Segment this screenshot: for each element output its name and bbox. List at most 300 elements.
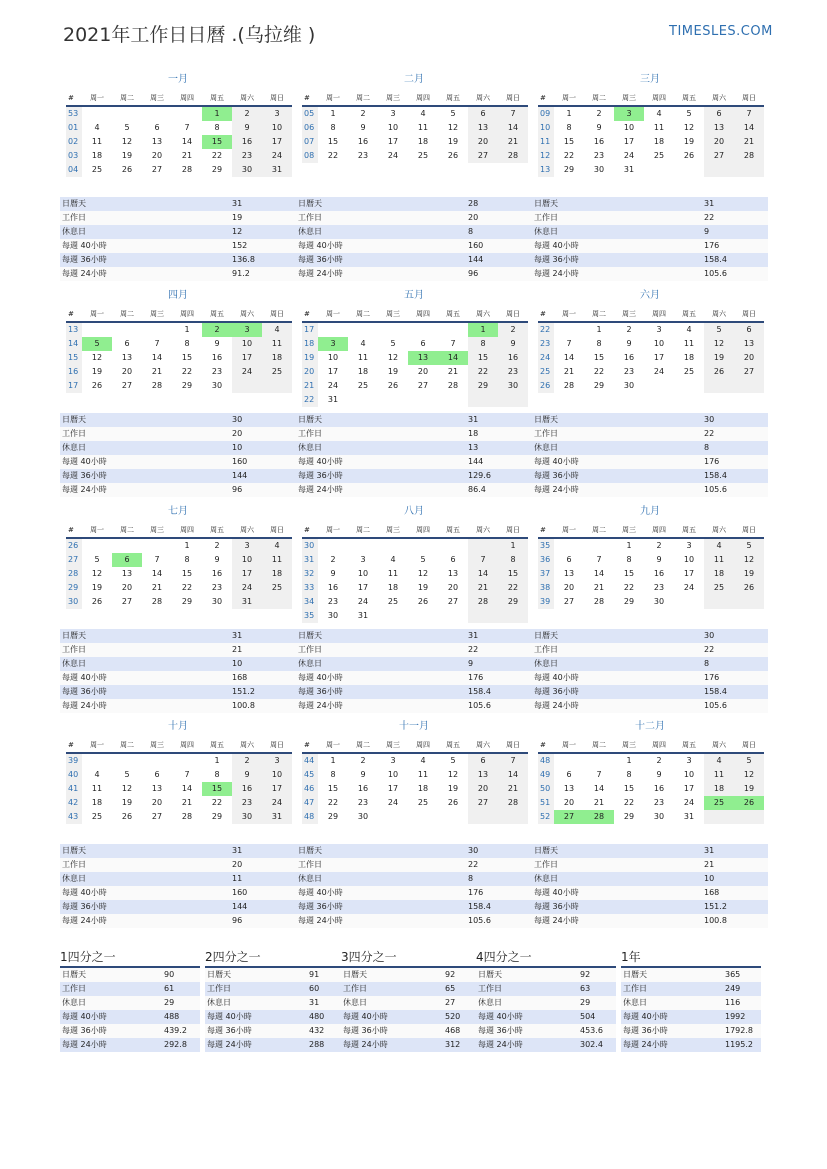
stat-value: 365 [725,970,741,979]
stat-row [60,671,296,685]
month-stats [532,629,768,713]
day-cell: 2 [232,754,262,768]
empty-cell [262,379,292,393]
empty-cell [348,539,378,553]
stat-row [341,1038,481,1052]
day-cell: 15 [593,353,605,362]
day-cell: 30 [211,381,223,390]
day-cell: 17 [232,567,262,581]
day-cell: 1 [184,541,190,550]
day-cell: 4 [420,109,426,118]
stat-row [296,427,532,441]
stat-value: 312 [445,1040,461,1049]
weekday-header: # [302,307,318,323]
day-cell: 25 [357,381,369,390]
weekday-header: 周日 [734,307,764,323]
day-cell: 7 [184,770,190,779]
day-cell: 25 [262,581,292,595]
day-cell: 6 [154,770,160,779]
stat-row [532,469,768,483]
day-cell: 9 [360,123,366,132]
day-cell: 24 [387,151,399,160]
empty-cell [378,323,408,337]
day-cell: 8 [184,339,190,348]
day-cell: 27 [554,810,584,824]
stat-value: 10 [232,443,243,452]
weekday-header: 周一 [318,738,348,754]
day-cell: 11 [91,137,103,146]
stat-value: 168 [232,673,248,682]
day-cell: 31 [357,611,369,620]
empty-cell [468,539,498,553]
stat-value: 92 [445,970,456,979]
stat-value: 168 [704,888,720,897]
stat-label: 日曆天 [623,970,647,979]
day-cell: 22 [181,583,193,592]
day-cell: 27 [563,597,575,606]
day-cell: 20 [151,151,163,160]
stat-label: 休息日 [62,659,86,668]
stat-row [621,968,761,982]
stat-label: 日曆天 [298,631,322,640]
stat-label: 每週 36小時 [298,687,343,696]
stat-row [296,413,532,427]
stat-value: 31 [309,998,320,1007]
week-number: 23 [538,337,554,351]
weekday-header: 周一 [318,523,348,539]
weekday-header: 周六 [704,738,734,754]
stat-row [296,643,532,657]
stat-label: 日曆天 [298,415,322,424]
day-cell: 19 [683,137,695,146]
stat-row [341,968,481,982]
month-grid [538,91,762,177]
stat-value: 63 [580,984,591,993]
stat-row [621,1038,761,1052]
day-cell: 6 [468,754,498,768]
day-cell: 2 [202,323,232,337]
day-cell: 8 [214,123,220,132]
week-number: 14 [66,337,82,351]
weekday-header: 周六 [232,307,262,323]
empty-cell [112,107,142,121]
stat-value: 288 [309,1040,325,1049]
day-cell: 8 [498,553,528,567]
stat-row [476,996,616,1010]
day-cell: 24 [387,798,399,807]
week-number: 29 [66,581,82,595]
weekday-header: 周二 [584,523,614,539]
day-cell: 13 [447,569,459,578]
day-cell: 10 [683,770,695,779]
stat-label: 工作日 [534,645,558,654]
empty-cell [408,609,438,623]
day-cell: 17 [387,137,399,146]
day-cell: 22 [623,583,635,592]
day-cell: 8 [184,555,190,564]
empty-cell [674,163,704,177]
weekday-header: 周日 [262,523,292,539]
weekday-header: 周三 [142,91,172,107]
stat-row [60,427,296,441]
stat-value: 96 [232,916,243,925]
day-cell: 2 [656,756,662,765]
stat-label: 日曆天 [534,199,558,208]
week-number: 38 [538,581,554,595]
weekday-header: 周二 [112,307,142,323]
month-calendar [302,73,526,163]
month-grid [66,523,290,609]
site-link[interactable]: TIMESLES.COM [669,24,773,39]
weekday-header: 周六 [468,91,498,107]
stat-row [532,858,768,872]
stat-label: 休息日 [298,443,322,452]
month-calendar [538,720,762,824]
month-calendar [302,720,526,824]
stat-row [476,968,616,982]
weekday-header: 周三 [378,307,408,323]
day-cell: 4 [390,555,396,564]
day-cell: 2 [330,555,336,564]
stat-label: 休息日 [62,998,86,1007]
stat-label: 每週 36小時 [62,902,107,911]
empty-cell [408,539,438,553]
weekday-header: 周四 [644,738,674,754]
stat-value: 30 [704,415,715,424]
day-cell: 10 [327,353,339,362]
day-cell: 30 [593,165,605,174]
stat-row [341,1024,481,1038]
month-name: 一月 [168,74,188,85]
day-cell: 23 [623,367,635,376]
weekday-header: 周日 [262,738,292,754]
stat-row [296,239,532,253]
day-cell: 6 [566,770,572,779]
day-cell: 15 [327,137,339,146]
stat-value: 22 [704,645,715,654]
stat-label: 每週 36小時 [534,687,579,696]
weekday-header: 周五 [202,738,232,754]
stat-label: 日曆天 [298,846,322,855]
day-cell: 19 [704,351,734,365]
stat-value: 92 [580,970,591,979]
stat-row [60,483,296,497]
weekday-header: 周五 [438,523,468,539]
day-cell: 11 [262,337,292,351]
stat-label: 每週 40小時 [298,888,343,897]
day-cell: 1 [596,325,602,334]
stat-row [532,441,768,455]
week-number: 26 [538,379,554,393]
stat-label: 每週 24小時 [534,269,579,278]
empty-cell [82,754,112,768]
day-cell: 11 [417,770,429,779]
stat-value: 1992 [725,1012,746,1021]
stat-label: 每週 36小時 [207,1026,252,1035]
stat-row [60,643,296,657]
empty-cell [438,609,468,623]
day-cell: 11 [387,569,399,578]
day-cell: 6 [468,107,498,121]
weekday-header: 周二 [348,738,378,754]
day-cell: 17 [262,135,292,149]
day-cell: 14 [468,567,498,581]
month-name: 八月 [404,506,424,517]
week-number: 01 [66,121,82,135]
stat-value: 9 [468,659,474,668]
stat-value: 468 [445,1026,461,1035]
stat-label: 每週 24小時 [62,916,107,925]
weekday-header: 周一 [82,738,112,754]
day-cell: 9 [626,339,632,348]
empty-cell [734,379,764,393]
day-cell: 3 [614,107,644,121]
stat-value: 176 [704,241,720,250]
day-cell: 23 [232,796,262,810]
stat-row [296,441,532,455]
day-cell: 7 [498,754,528,768]
day-cell: 19 [734,567,764,581]
stat-row [60,982,200,996]
stat-label: 每週 24小時 [298,916,343,925]
stat-row [296,886,532,900]
weekday-header: 周六 [232,523,262,539]
day-cell: 20 [563,583,575,592]
month-grid [538,307,762,393]
day-cell: 12 [734,768,764,782]
empty-cell [734,163,764,177]
day-cell: 17 [653,353,665,362]
weekday-header: 周日 [262,91,292,107]
day-cell: 20 [563,798,575,807]
day-cell: 23 [653,798,665,807]
day-cell: 1 [626,756,632,765]
stat-value: 158.4 [704,255,727,264]
week-number: 04 [66,163,82,177]
day-cell: 10 [262,121,292,135]
stat-label: 每週 36小時 [478,1026,523,1035]
stat-label: 休息日 [478,998,502,1007]
day-cell: 17 [232,351,262,365]
week-number: 45 [302,768,318,782]
period-summary [476,948,616,1052]
week-number: 05 [302,107,318,121]
day-cell: 21 [181,798,193,807]
week-number: 35 [538,539,554,553]
stat-row [296,657,532,671]
day-cell: 26 [734,796,764,810]
day-cell: 24 [262,149,292,163]
day-cell: 24 [357,597,369,606]
empty-cell [232,379,262,393]
empty-cell [584,754,614,768]
day-cell: 4 [360,339,366,348]
weekday-header: 周五 [674,523,704,539]
stat-value: 8 [468,227,474,236]
weekday-header: 周一 [82,91,112,107]
empty-cell [142,107,172,121]
day-cell: 27 [121,597,133,606]
empty-cell [554,754,584,768]
stat-row [532,914,768,928]
weekday-header: 周日 [734,523,764,539]
day-cell: 28 [468,595,498,609]
week-number: 50 [538,782,554,796]
stat-value: 29 [164,998,175,1007]
day-cell: 22 [623,798,635,807]
weekday-header: 周五 [438,738,468,754]
day-cell: 19 [91,367,103,376]
day-cell: 2 [656,541,662,550]
day-cell: 27 [151,165,163,174]
day-cell: 30 [232,810,262,824]
day-cell: 30 [653,812,665,821]
period-summary [205,948,345,1052]
month-grid [66,738,290,824]
week-number: 48 [302,810,318,824]
stat-row [60,685,296,699]
day-cell: 28 [498,149,528,163]
week-number: 19 [302,351,318,365]
stat-row [532,699,768,713]
day-cell: 15 [327,784,339,793]
weekday-header: 周二 [584,91,614,107]
stat-label: 每週 36小時 [62,471,107,480]
stat-value: 30 [704,631,715,640]
day-cell: 14 [593,784,605,793]
day-cell: 20 [121,583,133,592]
weekday-header: 周六 [232,91,262,107]
stat-value: 60 [309,984,320,993]
stat-label: 每週 36小時 [298,471,343,480]
weekday-header: 周日 [262,307,292,323]
stat-value: 100.8 [232,701,255,710]
day-cell: 25 [417,798,429,807]
day-cell: 13 [563,784,575,793]
month-name: 三月 [640,74,660,85]
period-title: 2四分之一 [205,948,345,968]
stat-row [60,886,296,900]
day-cell: 20 [417,367,429,376]
stat-label: 每週 40小時 [207,1012,252,1021]
day-cell: 25 [387,597,399,606]
stat-row [532,483,768,497]
weekday-header: 周六 [704,307,734,323]
day-cell: 3 [360,555,366,564]
day-cell: 1 [468,323,498,337]
day-cell: 11 [704,768,734,782]
stat-value: 18 [468,429,479,438]
weekday-header: 周五 [674,307,704,323]
day-cell: 2 [626,325,632,334]
stat-row [296,671,532,685]
weekday-header: 周三 [614,91,644,107]
empty-cell [378,539,408,553]
stat-row [296,267,532,281]
empty-cell [378,810,408,824]
stat-label: 日曆天 [62,846,86,855]
month-calendar [66,289,290,393]
day-cell: 16 [232,782,262,796]
empty-cell [554,539,584,553]
day-cell: 28 [734,149,764,163]
month-calendar [538,289,762,393]
day-cell: 1 [566,109,572,118]
day-cell: 16 [653,784,665,793]
day-cell: 23 [357,151,369,160]
week-number: 36 [538,553,554,567]
period-title: 3四分之一 [341,948,481,968]
stat-value: 31 [232,199,243,208]
stat-value: 8 [704,443,710,452]
day-cell: 21 [498,782,528,796]
day-cell: 18 [91,798,103,807]
day-cell: 16 [357,784,369,793]
day-cell: 26 [387,381,399,390]
weekday-header: 周六 [704,523,734,539]
stat-label: 日曆天 [62,970,86,979]
stat-value: 105.6 [468,701,491,710]
weekday-header: 周三 [614,738,644,754]
day-cell: 10 [387,123,399,132]
stat-label: 日曆天 [343,970,367,979]
stat-label: 工作日 [62,213,86,222]
stat-row [60,253,296,267]
day-cell: 14 [498,121,528,135]
stat-row [476,1024,616,1038]
day-cell: 12 [704,337,734,351]
period-summary [60,948,200,1052]
stat-label: 休息日 [534,874,558,883]
day-cell: 23 [327,597,339,606]
day-cell: 9 [656,555,662,564]
stat-value: 90 [164,970,175,979]
day-cell: 16 [357,137,369,146]
month-name: 四月 [168,290,188,301]
week-number: 13 [538,163,554,177]
empty-cell [704,379,734,393]
stat-value: 302.4 [580,1040,603,1049]
stat-row [60,239,296,253]
day-cell: 25 [704,796,734,810]
stat-row [205,996,345,1010]
stat-row [532,413,768,427]
stat-label: 日曆天 [534,631,558,640]
stat-label: 每週 24小時 [62,485,107,494]
day-cell: 11 [357,353,369,362]
day-cell: 13 [151,784,163,793]
weekday-header: 周四 [408,523,438,539]
empty-cell [112,323,142,337]
stat-value: 91 [309,970,320,979]
day-cell: 13 [408,351,438,365]
month-grid [66,307,290,393]
day-cell: 1 [184,325,190,334]
day-cell: 9 [656,770,662,779]
stat-value: 176 [468,888,484,897]
day-cell: 7 [596,555,602,564]
stat-label: 每週 24小時 [62,269,107,278]
month-calendar [302,289,526,407]
weekday-header: # [66,523,82,539]
stat-row [205,1038,345,1052]
day-cell: 18 [653,137,665,146]
weekday-header: 周四 [408,307,438,323]
day-cell: 28 [151,381,163,390]
month-stats [60,413,296,497]
stat-label: 休息日 [62,443,86,452]
day-cell: 13 [734,337,764,351]
